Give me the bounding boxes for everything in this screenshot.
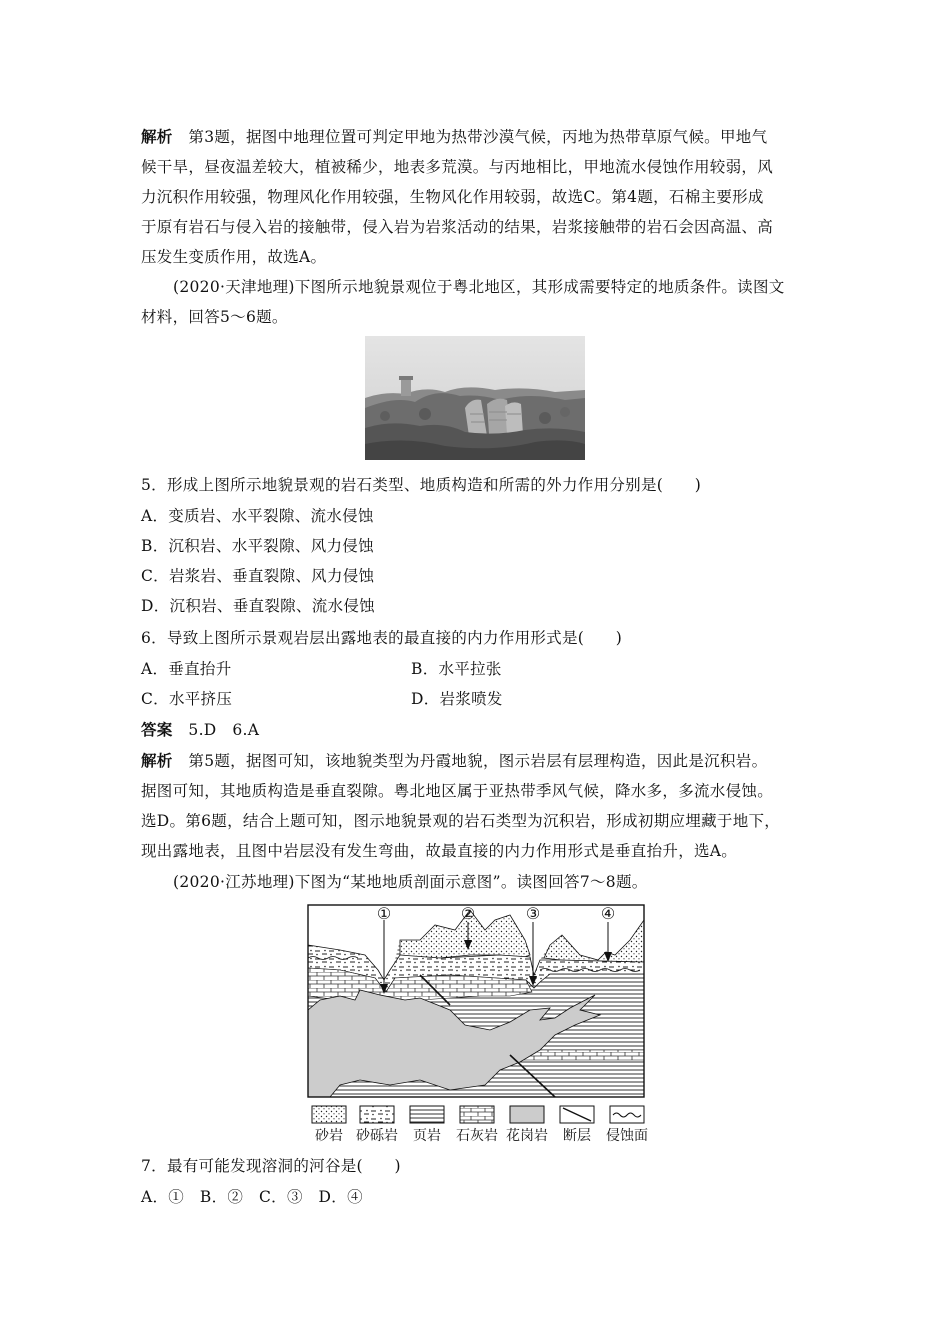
answer-label: 答案 (141, 720, 173, 739)
analysis2-text-1: 第5题，据图可知，该地貌类型为丹霞地貌，图示岩层有层理构造，因此是沉积岩。 (188, 752, 768, 770)
legend-label-erosion-surface: 侵蚀面 (606, 1128, 648, 1144)
answer-line (141, 720, 259, 740)
q5-stem: 5．形成上图所示地貌景观的岩石类型、地质构造和所需的外力作用分别是( ) (141, 476, 702, 494)
legend-swatch-sandstone (312, 1106, 346, 1123)
intro1-line-1: (2020·天津地理)下图所示地貌景观位于粤北地区，其形成需要特定的地质条件。读图文 (173, 278, 785, 296)
legend-label-fault: 断层 (563, 1128, 591, 1144)
analysis1-line-5: 压发生变质作用，故选A。 (141, 248, 327, 266)
analysis2-line-3: 选D。第6题，结合上题可知，图示地貌景观的岩石类型为沉积岩，形成初期应埋藏于地下， (141, 812, 781, 830)
analysis1-label: 解析 (141, 127, 173, 146)
geologic-section-diagram (300, 900, 660, 1150)
intro1-line-2: 材料，回答5～6题。 (141, 308, 288, 326)
legend-label-conglomerate: 砂砾岩 (356, 1128, 398, 1144)
marker-2: ② (460, 904, 476, 923)
marker-4: ④ (600, 904, 616, 923)
legend-swatch-conglomerate (360, 1106, 394, 1123)
analysis1-line-2: 候干旱，昼夜温差较大，植被稀少，地表多荒漠。与丙地相比，甲地流水侵蚀作用较弱，风 (141, 158, 774, 176)
q5-option-c[interactable]: C．岩浆岩、垂直裂隙、风力侵蚀 (141, 567, 375, 585)
q5-option-a[interactable]: A．变质岩、水平裂隙、流水侵蚀 (141, 507, 374, 525)
answer-text: 5.D 6.A (188, 721, 260, 739)
q6-stem: 6．导致上图所示景观岩层出露地表的最直接的内力作用形式是( ) (141, 629, 623, 647)
q5-option-d[interactable]: D．沉积岩、垂直裂隙、流水侵蚀 (141, 597, 375, 615)
legend-label-granite: 花岗岩 (506, 1128, 548, 1144)
analysis2-label: 解析 (141, 751, 173, 770)
marker-1: ① (376, 904, 392, 923)
q6-option-b[interactable]: B．水平拉张 (411, 660, 502, 678)
legend (312, 1106, 648, 1144)
analysis1-text-1: 第3题，据图中地理位置可判定甲地为热带沙漠气候，丙地为热带草原气候。甲地气 (188, 128, 768, 146)
q6-option-c[interactable]: C．水平挤压 (141, 690, 233, 708)
analysis1-line-4: 于原有岩石与侵入岩的接触带，侵入岩为岩浆活动的结果，岩浆接触带的岩石会因高温、高 (141, 218, 774, 236)
legend-swatch-shale (410, 1106, 444, 1123)
intro2-line: (2020·江苏地理)下图为“某地地质剖面示意图”。读图回答7～8题。 (173, 873, 648, 891)
legend-label-shale: 页岩 (413, 1128, 441, 1144)
legend-swatch-limestone (460, 1106, 494, 1123)
analysis2-line-4: 现出露地表，且图中岩层没有发生弯曲，故最直接的内力作用形式是垂直抬升，选A。 (141, 842, 738, 860)
q5-option-b[interactable]: B．沉积岩、水平裂隙、风力侵蚀 (141, 537, 374, 555)
legend-swatch-granite (510, 1106, 544, 1123)
analysis2-line-1 (141, 751, 767, 771)
q6-option-d[interactable]: D．岩浆喷发 (411, 690, 503, 708)
q7-options[interactable]: A．① B．② C．③ D．④ (141, 1188, 363, 1206)
legend-label-limestone: 石灰岩 (456, 1128, 498, 1144)
q6-option-a[interactable]: A．垂直抬升 (141, 660, 232, 678)
danxia-landscape-photo (365, 336, 585, 460)
analysis1-line-3: 力沉积作用较强，物理风化作用较强，生物风化作用较弱，故选C。第4题，石棉主要形成 (141, 188, 764, 206)
analysis2-line-2: 据图可知，其地质构造是垂直裂隙。粤北地区属于亚热带季风气候，降水多，多流水侵蚀。 (141, 782, 774, 800)
analysis1-line-1 (141, 127, 767, 147)
q7-stem: 7．最有可能发现溶洞的河谷是( ) (141, 1157, 401, 1175)
legend-label-sandstone: 砂岩 (315, 1128, 343, 1144)
marker-3: ③ (525, 904, 541, 923)
